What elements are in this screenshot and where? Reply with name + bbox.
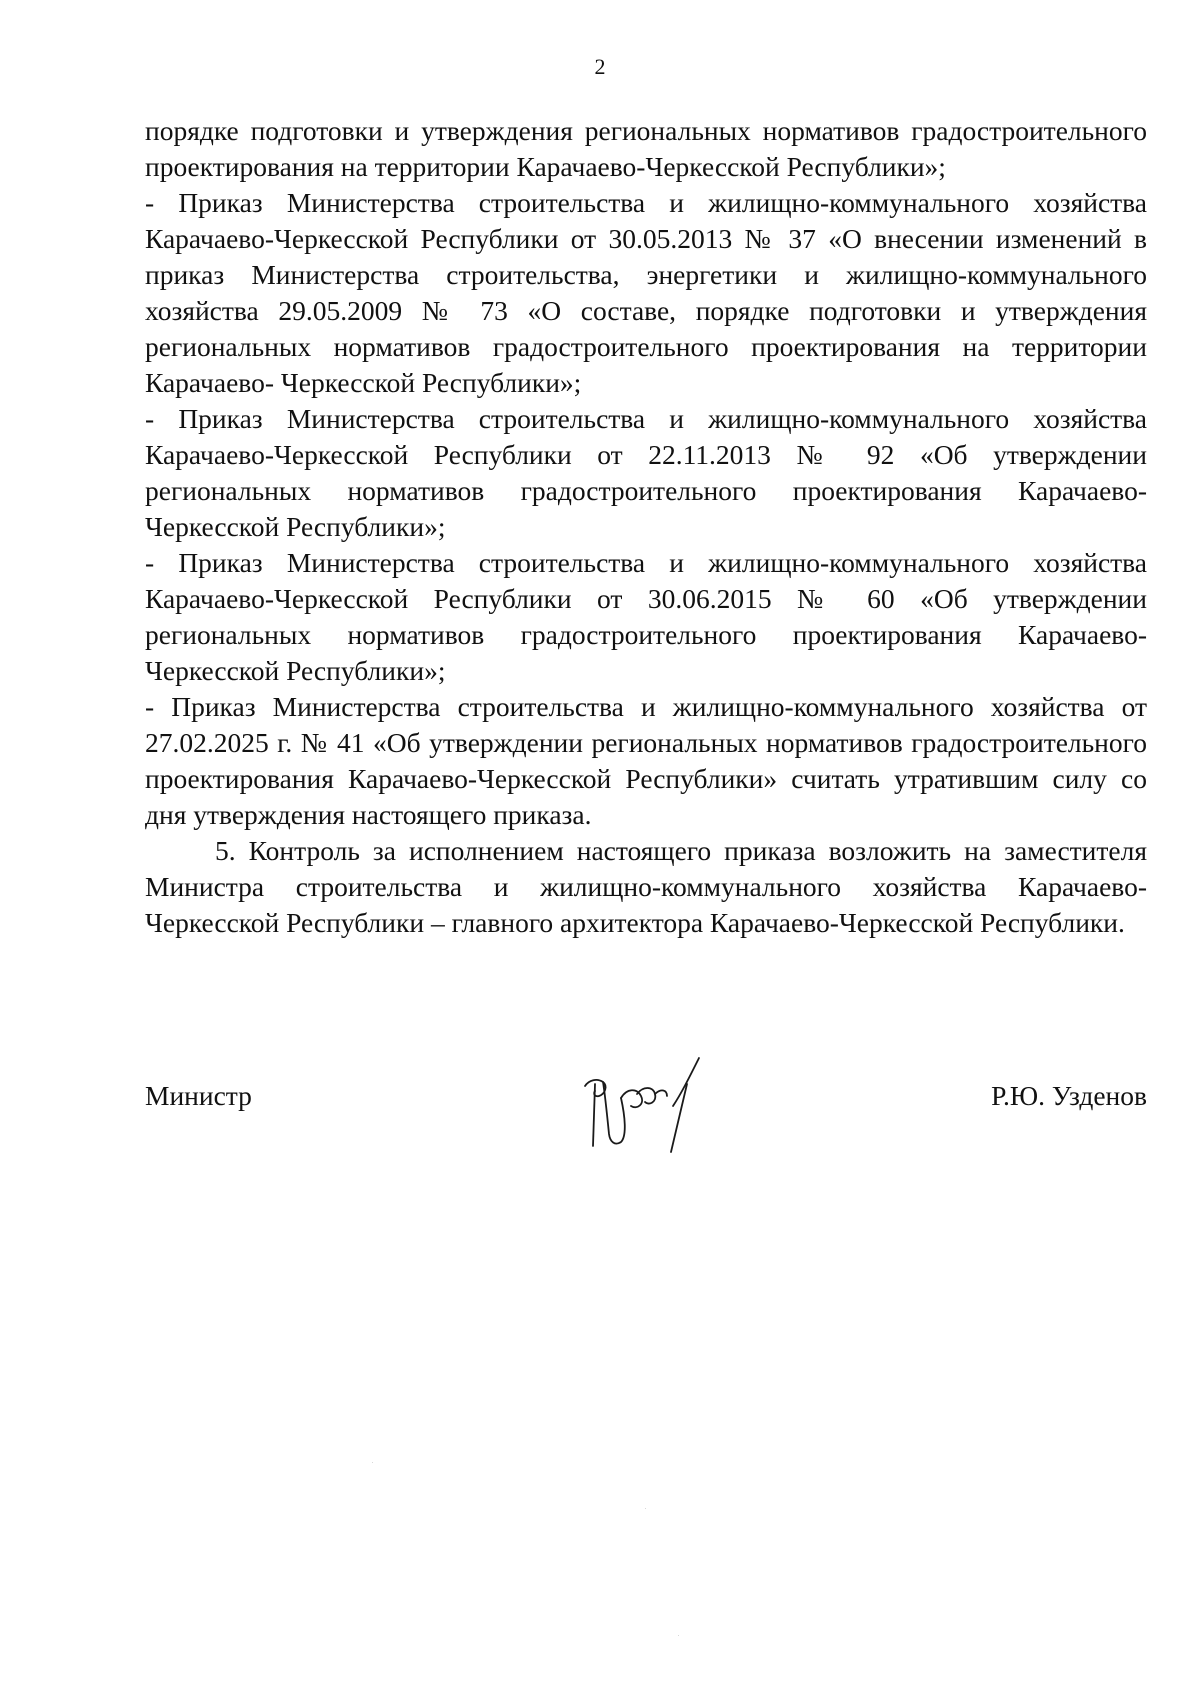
scan-speck	[678, 1635, 679, 1636]
document-body	[145, 113, 1147, 941]
paragraph-order-2015-60: - Приказ Министерства строительства и жилищно-коммунального хозяйства Карачаево-Черкесской Республики от 30.06.2015 № 60 «Об утверждении региональных нормативов градостроительного проектирования Карачаево-Черкесской Республики»;	[145, 547, 1147, 686]
handwritten-signature	[575, 1054, 705, 1164]
paragraph-order-2013-37: - Приказ Министерства строительства и жилищно-коммунального хозяйства Карачаево-Черкесской Республики от 30.05.2013 № 37 «О внесении изменений в приказ Министерства строительства, энергетики и жилищно-коммунального хозяйства 29.05.2009 № 73 «О составе, порядке подготовки и утверждения региональных нормативов градостроительного проектирования на территории Карачаево- Черкесской Республики»;	[145, 187, 1147, 398]
signatory-title: Министр	[145, 1080, 252, 1111]
paragraph-order-2025-41: - Приказ Министерства строительства и жилищно-коммунального хозяйства от 27.02.2025 г. № 41 «Об утверждении региональных нормативов градостроительного проектирования Карачаево-Черкесской Республики» считать утратившим силу со дня утверждения настоящего приказа.	[145, 691, 1147, 830]
paragraph-order-2013-92: - Приказ Министерства строительства и жилищно-коммунального хозяйства Карачаево-Черкесской Республики от 22.11.2013 № 92 «Об утверждении региональных нормативов градостроительного проектирования Карачаево-Черкесской Республики»;	[145, 403, 1147, 542]
scan-speck	[372, 1462, 373, 1463]
paragraph-item-5-control: 5. Контроль за исполнением настоящего приказа возложить на заместителя Министра строительства и жилищно-коммунального хозяйства Карачаево-Черкесской Республики – главного архитектора Карачаево-Черкесской Республики.	[145, 835, 1147, 938]
page-number: 2	[594, 54, 606, 79]
scan-speck	[645, 1508, 646, 1509]
paragraph-continuation: порядке подготовки и утверждения региональных нормативов градостроительного проектирования на территории Карачаево-Черкесской Республики»;	[145, 115, 1147, 182]
signatory-name: Р.Ю. Узденов	[991, 1080, 1147, 1111]
signature-block	[145, 1060, 1147, 1180]
